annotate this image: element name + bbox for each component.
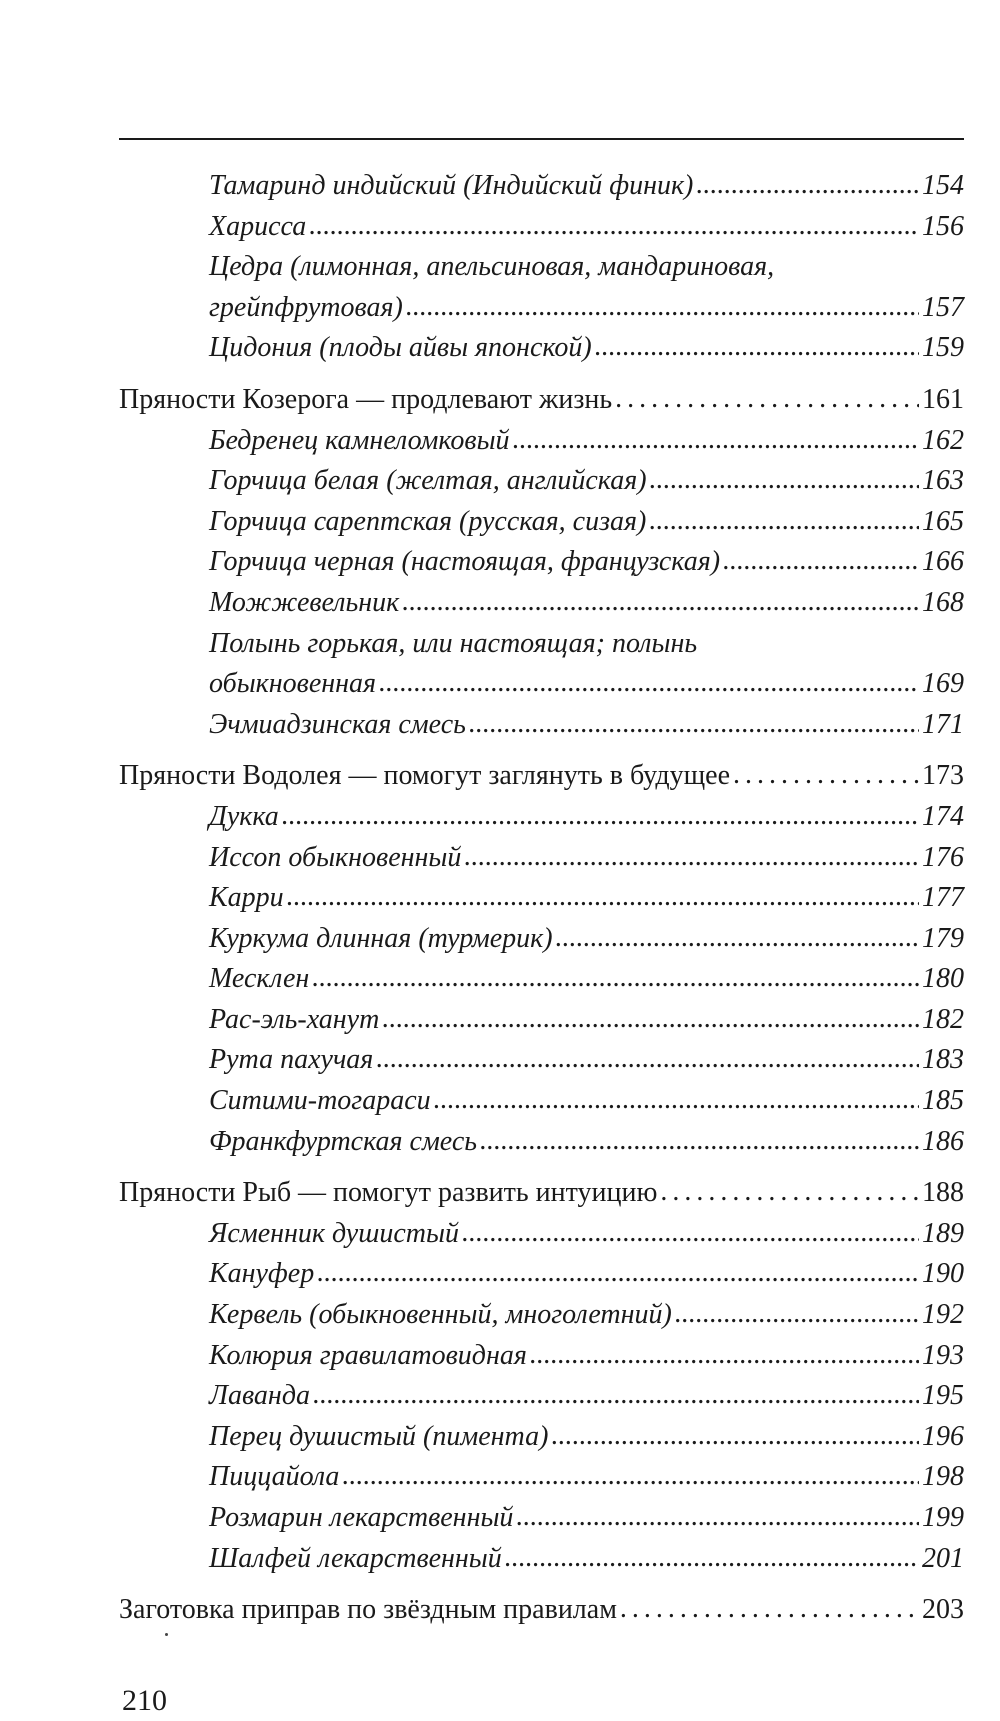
entry-page-number: 183	[922, 1044, 964, 1076]
dot-leader	[696, 165, 919, 206]
toc-entry	[119, 1000, 964, 1041]
dot-leader	[342, 1456, 919, 1497]
entry-title: Горчица черная (настоящая, французская)	[209, 546, 721, 578]
toc-entry	[119, 1122, 964, 1163]
toc-entry	[119, 328, 964, 369]
entry-title: Куркума длинная (турмерик)	[209, 922, 553, 954]
entry-title: Кануфер	[209, 1258, 315, 1290]
dot-leader	[462, 1213, 919, 1254]
entry-title: Харисса	[209, 210, 307, 242]
entry-page-number: 156	[922, 210, 964, 242]
toc-section-entry	[119, 380, 964, 421]
entry-title: Бедренец камнеломковый	[209, 424, 510, 456]
dot-leader	[376, 1039, 919, 1080]
page-number: 210	[122, 1684, 167, 1717]
entry-title: Пиццайола	[209, 1461, 340, 1493]
toc-section-entry	[119, 1173, 964, 1214]
entry-title: Шалфей лекарственный	[209, 1542, 502, 1574]
toc-section-entry	[119, 756, 964, 797]
entry-title: Месклен	[209, 963, 310, 995]
entry-title: Франкфуртская смесь	[209, 1125, 478, 1157]
toc-entry	[119, 421, 964, 462]
section-title: Пряности Козерога — продлевают жизнь	[119, 383, 613, 415]
toc-entry	[119, 288, 964, 329]
entry-page-number: 180	[922, 963, 964, 995]
entry-page-number: 189	[922, 1217, 964, 1249]
toc-entry	[119, 919, 964, 960]
dot-leader	[650, 460, 919, 501]
toc-entry	[119, 664, 964, 705]
toc-entry	[119, 583, 964, 624]
dot-leader	[723, 541, 919, 582]
dot-leader	[733, 755, 919, 796]
section-page-number: 173	[922, 760, 964, 792]
entry-page-number: 159	[922, 332, 964, 364]
entry-page-number: 168	[922, 586, 964, 618]
entry-title: Цидония (плоды айвы японской)	[209, 332, 592, 364]
toc-entry	[119, 1295, 964, 1336]
dot-leader	[434, 1080, 919, 1121]
entry-page-number: 186	[922, 1125, 964, 1157]
dot-leader	[287, 877, 919, 918]
dot-leader	[595, 327, 919, 368]
dot-leader	[620, 1589, 919, 1630]
toc-entry	[119, 1376, 964, 1417]
entry-page-number: 185	[922, 1085, 964, 1117]
toc-entry	[119, 838, 964, 879]
toc-entry	[119, 1040, 964, 1081]
table-of-contents	[119, 166, 964, 1631]
section-title: Заготовка приправ по звёздным правилам	[119, 1594, 617, 1626]
entry-page-number: 176	[922, 841, 964, 873]
toc-entry-title-line: Цедра (лимонная, апельсиновая, мандариновая,	[209, 251, 775, 283]
entry-page-number: 196	[922, 1420, 964, 1452]
entry-title: Лаванда	[209, 1380, 310, 1412]
entry-page-number: 190	[922, 1258, 964, 1290]
entry-page-number: 199	[922, 1502, 964, 1533]
toc-entry	[119, 207, 964, 248]
entry-page-number: 198	[922, 1461, 964, 1493]
dot-leader	[530, 1335, 919, 1376]
toc-entry	[119, 1498, 964, 1539]
scan-speck	[165, 1633, 168, 1636]
entry-page-number: 162	[922, 424, 964, 456]
dot-leader	[317, 1253, 919, 1294]
dot-leader	[309, 206, 919, 247]
toc-entry	[119, 461, 964, 502]
toc-entry	[119, 166, 964, 207]
entry-page-number: 163	[922, 465, 964, 497]
toc-entry	[119, 878, 964, 919]
toc-entry	[119, 797, 964, 838]
dot-leader	[675, 1294, 919, 1335]
entry-title: Перец душистый (пимента)	[209, 1420, 549, 1452]
entry-title-continuation: грейпфрутовая)	[209, 291, 403, 323]
entry-page-number: 154	[922, 170, 964, 201]
dot-leader	[406, 287, 919, 328]
entry-title: Дукка	[209, 800, 279, 832]
entry-page-number: 182	[922, 1003, 964, 1035]
section-page-number: 188	[922, 1177, 964, 1209]
dot-leader	[480, 1121, 919, 1162]
dot-leader	[516, 1497, 919, 1538]
dot-leader	[469, 704, 919, 745]
dot-leader	[551, 1416, 919, 1457]
dot-leader	[464, 837, 919, 878]
section-page-number: 161	[922, 383, 964, 415]
top-rule	[119, 138, 964, 140]
dot-leader	[505, 1538, 919, 1579]
dot-leader	[615, 379, 919, 420]
section-page-number: 203	[922, 1594, 964, 1626]
dot-leader	[282, 796, 919, 837]
entry-title: Горчица сарептская (русская, сизая)	[209, 505, 647, 537]
entry-page-number: 195	[922, 1380, 964, 1412]
toc-entry	[119, 1214, 964, 1255]
entry-title: Ситими-тогараси	[209, 1085, 431, 1117]
entry-page-number: 169	[922, 668, 964, 700]
toc-entry	[119, 1417, 964, 1458]
dot-leader	[313, 1375, 919, 1416]
dot-leader	[660, 1172, 919, 1213]
dot-leader	[402, 582, 919, 623]
entry-title: Рас-эль-ханут	[209, 1003, 380, 1035]
entry-title: Розмарин лекарственный	[209, 1502, 514, 1533]
entry-title: Рута пахучая	[209, 1044, 374, 1076]
dot-leader	[556, 918, 919, 959]
entry-title: Иссоп обыкновенный	[209, 841, 462, 873]
entry-page-number: 157	[922, 291, 964, 323]
entry-title: Кервель (обыкновенный, многолетний)	[209, 1299, 672, 1331]
dot-leader	[382, 999, 919, 1040]
dot-leader	[312, 958, 919, 999]
toc-entry	[119, 1081, 964, 1122]
entry-title: Ясменник душистый	[209, 1217, 459, 1249]
entry-page-number: 193	[922, 1339, 964, 1371]
dot-leader	[649, 501, 919, 542]
toc-entry	[119, 502, 964, 543]
entry-page-number: 201	[922, 1542, 964, 1574]
entry-page-number: 192	[922, 1299, 964, 1331]
entry-page-number: 179	[922, 922, 964, 954]
toc-entry	[119, 1457, 964, 1498]
toc-entry-title-line: Полынь горькая, или настоящая; полынь	[209, 627, 698, 659]
entry-title: Эчмиадзинская смесь	[209, 708, 466, 740]
section-title: Пряности Водолея — помогут заглянуть в будущее	[119, 760, 731, 792]
section-title: Пряности Рыб — помогут развить интуицию	[119, 1177, 658, 1209]
toc-entry	[119, 705, 964, 746]
toc-entry	[119, 1254, 964, 1295]
entry-page-number: 177	[922, 882, 964, 914]
entry-title: Горчица белая (желтая, английская)	[209, 465, 647, 497]
entry-page-number: 166	[922, 546, 964, 578]
toc-entry	[119, 959, 964, 1000]
entry-title-continuation: обыкновенная	[209, 668, 377, 700]
entry-title: Карри	[209, 882, 284, 914]
toc-section-entry	[119, 1590, 964, 1631]
dot-leader	[379, 663, 919, 704]
dot-leader	[513, 420, 919, 461]
entry-page-number: 165	[922, 505, 964, 537]
toc-entry	[119, 1539, 964, 1580]
entry-title: Можжевельник	[209, 586, 400, 618]
entry-title: Тамаринд индийский (Индийский финик)	[209, 170, 694, 201]
toc-entry	[119, 1336, 964, 1377]
entry-page-number: 174	[922, 800, 964, 832]
entry-page-number: 171	[922, 708, 964, 740]
entry-title: Колюрия гравилатовидная	[209, 1339, 527, 1371]
toc-entry	[119, 542, 964, 583]
